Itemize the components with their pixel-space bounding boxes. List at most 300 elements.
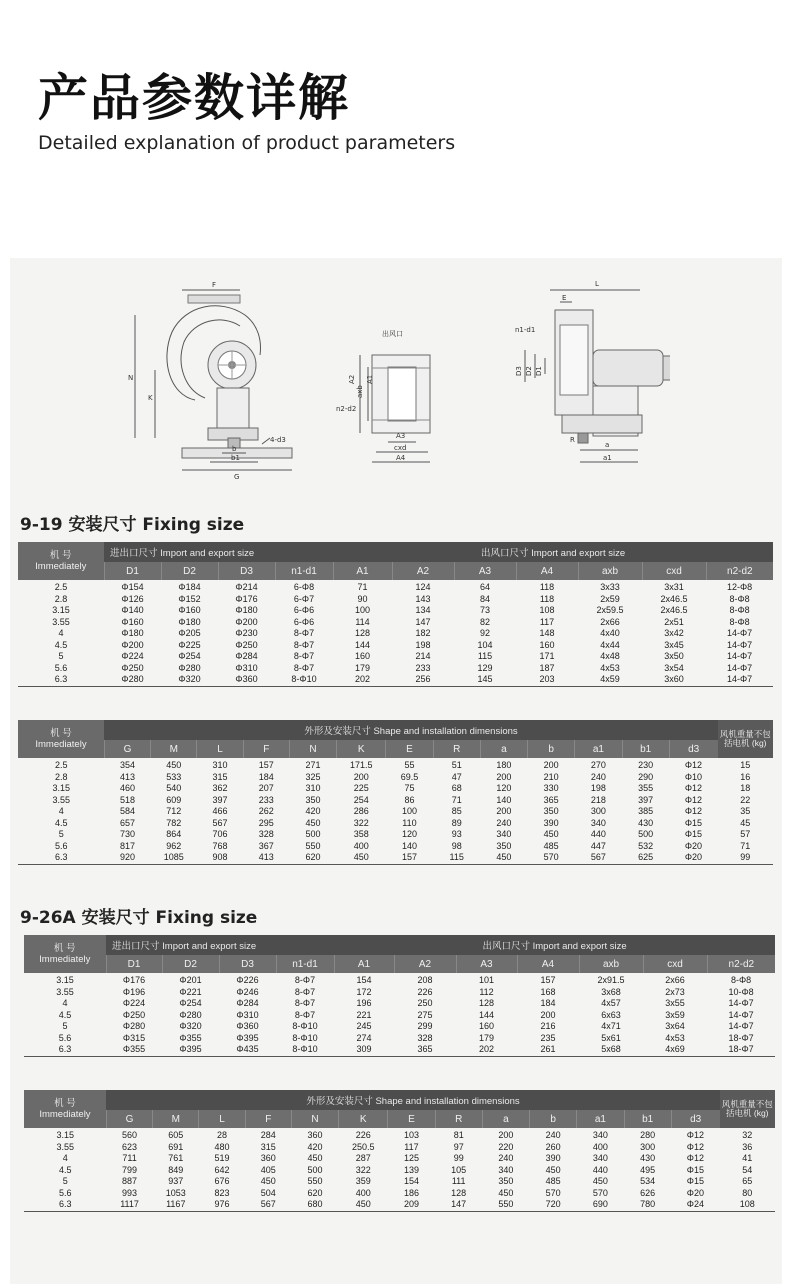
table-cell: 120	[401, 829, 417, 839]
table-cell: 64	[480, 582, 491, 592]
section-title-9-19: 9-19 安装尺寸 Fixing size	[20, 515, 245, 535]
table-cell: 519	[214, 1153, 230, 1163]
table-cell: 780	[624, 1199, 671, 1211]
page-subtitle: Detailed explanation of product parameters	[38, 132, 456, 154]
table-row	[18, 663, 773, 675]
table-cell: 849	[168, 1164, 184, 1175]
table-cell: 355	[638, 783, 654, 793]
table-cell: 5x61	[601, 1032, 621, 1043]
table-cell: 110	[402, 817, 417, 828]
column-header: E	[386, 740, 433, 758]
table-cell: 187	[539, 662, 555, 673]
table-cell: 8-Φ7	[294, 1009, 316, 1020]
table-cell: 340	[592, 1130, 608, 1140]
column-header: d3	[669, 740, 717, 758]
column-header: D3	[218, 562, 275, 580]
table-cell: 362	[212, 783, 228, 793]
table-cell: 3x59	[665, 1009, 685, 1020]
table-cell: 450	[480, 852, 527, 864]
table-cell: 8-Φ10	[276, 1044, 334, 1056]
column-header: F	[245, 1110, 291, 1128]
table-cell: 567	[245, 1199, 291, 1211]
table-cell: 144	[479, 1009, 495, 1020]
table-cell: 18-Φ7	[707, 1044, 775, 1056]
table-cell: Φ435	[219, 1044, 276, 1056]
table-cell: 160	[479, 1021, 495, 1031]
table-cell: 168	[540, 986, 556, 997]
table-cell: 32	[742, 1130, 753, 1140]
table-cell: 51	[451, 760, 462, 770]
table-cell: 761	[168, 1153, 184, 1163]
table-cell: 250.5	[351, 1141, 375, 1152]
table-row	[24, 1176, 775, 1188]
table-cell: 367	[258, 840, 274, 851]
table-cell: 365	[543, 794, 559, 805]
table-cell: 14-Φ7	[728, 998, 754, 1008]
label-outlet: 出风口	[382, 330, 403, 338]
column-header: b	[530, 1110, 577, 1128]
table-cell: Φ126	[121, 593, 144, 604]
machine-number-cell: 6.3	[18, 674, 104, 686]
table-cell: 485	[545, 1176, 561, 1186]
table-cell: 270	[590, 760, 606, 770]
table-cell: 100	[355, 605, 371, 615]
table-cell: 360	[260, 1153, 276, 1163]
table-cell: 295	[258, 817, 274, 828]
table-cell: 86	[404, 794, 415, 805]
table-cell: 98	[451, 840, 462, 851]
table-cell: 111	[451, 1176, 466, 1186]
table-cell: 450	[545, 1164, 561, 1175]
table-cell: 18	[740, 783, 751, 793]
table-cell: 36	[742, 1141, 753, 1152]
label-A2: A2	[348, 374, 356, 384]
column-header: F	[243, 740, 289, 758]
table-cell: Φ154	[121, 582, 144, 592]
machine-number-cell: 4.5	[54, 817, 68, 828]
table-cell: Φ15	[684, 829, 703, 839]
table-cell: 71	[740, 840, 751, 851]
table-cell: 235	[540, 1032, 556, 1043]
table-cell: 280	[640, 1130, 656, 1140]
table-row	[24, 973, 775, 987]
table-cell: Φ395	[162, 1044, 219, 1056]
table-cell: 450	[307, 1153, 323, 1163]
table-cell: 440	[590, 829, 606, 839]
table-cell: 405	[260, 1164, 276, 1175]
table-cell: 3x45	[664, 639, 684, 650]
table-cell: 584	[120, 806, 136, 816]
table-cell: 69.5	[400, 771, 419, 782]
column-header: E	[388, 1110, 435, 1128]
table-cell: 8-Φ7	[294, 998, 316, 1008]
machine-number-cell: 2.8	[54, 593, 68, 604]
table-cell: 202	[456, 1044, 517, 1056]
table-cell: 500	[307, 1164, 323, 1175]
table-cell: 4x40	[600, 628, 620, 638]
table-cell: 75	[404, 783, 415, 793]
table-cell: 101	[479, 975, 495, 985]
table-cell: 275	[417, 1009, 433, 1020]
table-cell: 10-Φ8	[728, 986, 754, 997]
machine-number-cell: 4	[58, 628, 64, 638]
table-cell: 533	[166, 771, 182, 782]
table-cell: 500	[638, 829, 654, 839]
table-cell: 68	[451, 783, 462, 793]
table-cell: 214	[415, 651, 431, 661]
table-cell: 3x54	[664, 662, 684, 673]
label-4-d3: 4-d3	[270, 436, 286, 444]
table-cell: 271	[305, 760, 321, 770]
table-cell: 430	[640, 1153, 656, 1163]
machine-number-cell: 2.8	[54, 771, 68, 782]
table-cell: 570	[592, 1187, 608, 1198]
column-header-row	[18, 562, 773, 580]
table-cell: 200	[498, 1130, 514, 1140]
table-cell: 310	[305, 783, 321, 793]
table-cell: 625	[622, 852, 669, 864]
page-title: 产品参数详解	[38, 69, 350, 127]
machine-number-cell: 4	[62, 998, 68, 1008]
table-cell: Φ180	[235, 605, 258, 615]
table-cell: 620	[307, 1187, 323, 1198]
table-cell: 117	[539, 616, 555, 627]
shape-group-header: 外形及安装尺寸 Shape and installation dimensions	[106, 1090, 719, 1110]
table-cell: 216	[540, 1021, 556, 1031]
column-header-row	[18, 740, 773, 758]
table-cell: 360	[307, 1130, 323, 1140]
table-row	[18, 795, 773, 807]
column-header: M	[153, 1110, 199, 1128]
table-row	[24, 1021, 775, 1033]
table-cell: 18-Φ7	[728, 1032, 754, 1043]
machine-number-header: 机 号 Immediately	[18, 542, 104, 580]
table-cell: 154	[356, 975, 372, 985]
label-A3: A3	[396, 432, 406, 440]
table-cell: 202	[333, 674, 392, 686]
table-cell: 233	[258, 794, 274, 805]
column-header: N	[291, 1110, 338, 1128]
table-cell: 680	[291, 1199, 338, 1211]
table-cell: 240	[496, 817, 512, 828]
table-cell: 534	[640, 1176, 656, 1186]
table-cell: 5x68	[579, 1044, 643, 1056]
table-cell: 114	[355, 616, 370, 627]
table-cell: 14-Φ7	[728, 1021, 754, 1031]
table-cell: 240	[590, 771, 606, 782]
table-cell: 4x44	[600, 639, 620, 650]
table-cell: 198	[415, 639, 431, 650]
table-cell: Φ200	[121, 639, 144, 650]
table-cell: 124	[415, 582, 431, 592]
table-cell: 2x59	[600, 593, 620, 604]
table-cell: 657	[120, 817, 136, 828]
table-cell: 322	[355, 1164, 371, 1175]
table-cell: 570	[545, 1187, 561, 1198]
table-cell: 4x53	[665, 1032, 685, 1043]
table-row	[24, 1188, 775, 1200]
table-cell: 8-Φ7	[293, 651, 315, 661]
table-cell: 203	[516, 674, 578, 686]
table-cell: Φ20	[669, 852, 717, 864]
table-cell: Φ12	[686, 1130, 704, 1140]
table-cell: 430	[638, 817, 654, 828]
table-cell: 623	[122, 1141, 138, 1152]
table-cell: 711	[122, 1153, 137, 1163]
table-cell: Φ12	[686, 1153, 704, 1163]
table-cell: Φ280	[104, 674, 161, 686]
table-cell: 71	[451, 794, 462, 805]
table-cell: 4x53	[600, 662, 620, 673]
table-cell: 485	[543, 840, 559, 851]
table-cell: 16	[740, 771, 751, 782]
table-cell: 171.5	[349, 760, 373, 770]
table-cell: Φ12	[686, 1141, 704, 1152]
spec-table-9-19-shape-installation	[18, 720, 773, 865]
table-cell: Φ246	[236, 986, 259, 997]
table-cell: 2x46.5	[660, 593, 688, 604]
table-cell: 8-Φ7	[294, 986, 316, 997]
table-cell: 147	[435, 1199, 482, 1211]
table-cell: 15	[740, 760, 751, 770]
table-cell: 14-Φ7	[726, 662, 753, 673]
table-cell: 80	[742, 1187, 753, 1198]
table-cell: 12-Φ8	[726, 582, 753, 592]
table-cell: 8-Φ8	[729, 616, 750, 627]
table-cell: 309	[334, 1044, 394, 1056]
table-cell: 226	[417, 986, 433, 997]
table-cell: 299	[417, 1021, 433, 1031]
table-cell: 35	[740, 806, 751, 816]
table-cell: Φ225	[178, 639, 201, 650]
machine-number-cell: 3.55	[56, 986, 74, 997]
column-header: a	[482, 1110, 529, 1128]
table-cell: 4x71	[601, 1021, 621, 1031]
table-cell: 440	[592, 1164, 608, 1175]
column-header: D2	[161, 562, 218, 580]
table-cell: 240	[545, 1130, 561, 1140]
column-header: N	[289, 740, 336, 758]
column-header: D3	[219, 955, 276, 973]
table-cell: 1117	[106, 1199, 152, 1211]
table-cell: 390	[543, 817, 559, 828]
table-cell: 172	[356, 986, 372, 997]
spec-table-9-26a-import-export	[24, 935, 775, 1057]
table-cell: 118	[539, 593, 555, 604]
table-cell: Φ200	[235, 616, 258, 627]
machine-number-cell: 4.5	[54, 639, 68, 650]
table-cell: 450	[543, 829, 559, 839]
table-cell: 210	[543, 771, 559, 782]
table-cell: 4x59	[578, 674, 642, 686]
table-row	[18, 674, 773, 686]
table-cell: 328	[417, 1032, 433, 1043]
table-cell: 397	[638, 794, 654, 805]
table-cell: 8-Φ10	[275, 674, 333, 686]
table-row	[24, 1142, 775, 1154]
table-row	[24, 1165, 775, 1177]
table-cell: 129	[477, 662, 493, 673]
column-header: b1	[624, 1110, 671, 1128]
column-header: a1	[577, 1110, 624, 1128]
machine-number-cell: 4.5	[58, 1009, 72, 1020]
table-row	[24, 998, 775, 1010]
table-row	[18, 783, 773, 795]
table-cell: 385	[638, 806, 654, 816]
table-cell: 993	[122, 1187, 138, 1198]
machine-number-cell: 6.3	[18, 852, 104, 864]
column-header: D1	[104, 562, 161, 580]
table-cell: 6x63	[601, 1009, 621, 1020]
table-cell: Φ250	[121, 662, 144, 673]
machine-number-cell: 5.6	[54, 840, 68, 851]
column-header: L	[199, 1110, 245, 1128]
column-header: cxd	[643, 955, 707, 973]
table-cell: Φ24	[671, 1199, 719, 1211]
machine-number-cell: 3.55	[56, 1141, 74, 1152]
column-header: A4	[517, 955, 579, 973]
table-cell: 81	[453, 1130, 464, 1140]
table-cell: 358	[353, 829, 369, 839]
table-cell: 3x60	[642, 674, 706, 686]
table-cell: Φ12	[684, 806, 703, 816]
table-cell: Φ250	[235, 639, 258, 650]
machine-number-cell: 2.5	[54, 582, 68, 592]
table-cell: 450	[305, 817, 321, 828]
table-cell: 450	[592, 1176, 608, 1186]
table-cell: 8-Φ10	[292, 1021, 318, 1031]
table-cell: Φ12	[684, 760, 703, 770]
table-cell: 45	[740, 817, 751, 828]
table-cell: 184	[540, 998, 556, 1008]
table-cell: 41	[742, 1153, 753, 1163]
table-row	[18, 841, 773, 853]
table-cell: 690	[577, 1199, 624, 1211]
table-cell: 90	[357, 593, 368, 604]
column-header: M	[151, 740, 197, 758]
machine-number-cell: 5	[62, 1176, 68, 1186]
table-cell: 706	[212, 829, 228, 839]
table-cell: Φ201	[179, 975, 202, 985]
outlet-group-header: 出风口尺寸 Import and export size	[333, 542, 773, 562]
table-cell: 186	[403, 1187, 419, 1198]
front-view-drawing	[135, 290, 292, 470]
table-cell: 887	[122, 1176, 138, 1186]
table-cell: 179	[355, 662, 371, 673]
column-header: b	[528, 740, 575, 758]
table-cell: 2x73	[665, 986, 685, 997]
table-cell: 570	[528, 852, 575, 864]
label-F: F	[212, 281, 217, 289]
table-cell: 157	[540, 975, 556, 985]
table-cell: 3x50	[664, 651, 684, 661]
table-cell: 120	[496, 783, 512, 793]
table-cell: 92	[480, 628, 491, 638]
label-R: R	[570, 436, 575, 444]
table-cell: 817	[120, 840, 136, 851]
column-header: A2	[394, 955, 456, 973]
table-cell: 504	[260, 1187, 276, 1198]
table-cell: 300	[590, 806, 606, 816]
column-header: R	[433, 740, 480, 758]
table-cell: 605	[168, 1130, 184, 1140]
table-cell: 3x64	[665, 1021, 685, 1031]
table-cell: Φ226	[236, 975, 259, 985]
column-header: n2-d2	[706, 562, 773, 580]
table-cell: Φ254	[179, 998, 202, 1008]
table-cell: 139	[403, 1164, 419, 1175]
table-cell: 8-Φ8	[729, 605, 750, 615]
table-cell: Φ310	[235, 662, 258, 673]
label-axb: axb	[356, 385, 364, 398]
table-cell: 55	[404, 760, 415, 770]
table-cell: 3x33	[600, 582, 620, 592]
table-row	[18, 772, 773, 784]
table-cell: 200	[540, 1009, 556, 1020]
table-cell: 450	[166, 760, 182, 770]
table-row	[24, 1033, 775, 1045]
column-header: d3	[671, 1110, 719, 1128]
table-cell: 480	[214, 1141, 230, 1152]
table-cell: 450	[498, 1187, 514, 1198]
table-cell: Φ160	[121, 616, 144, 627]
table-row	[18, 758, 773, 772]
spec-table-9-19-import-export	[18, 542, 773, 687]
column-header: D1	[106, 955, 162, 973]
table-row	[18, 580, 773, 594]
table-cell: Φ280	[122, 1021, 146, 1031]
table-cell: 209	[388, 1199, 435, 1211]
table-row	[18, 818, 773, 830]
table-cell: 290	[638, 771, 654, 782]
spec-table-9-26a-shape-installation	[24, 1090, 775, 1212]
machine-number-cell: 6.3	[24, 1044, 106, 1056]
machine-number-cell: 2.5	[54, 760, 68, 770]
table-cell: 125	[403, 1153, 419, 1163]
side-view-drawing	[525, 290, 670, 462]
table-cell: 198	[590, 783, 606, 793]
table-cell: 350	[498, 1176, 514, 1186]
table-cell: 365	[394, 1044, 456, 1056]
column-header: axb	[578, 562, 642, 580]
table-cell: 400	[592, 1141, 608, 1152]
table-cell: Φ224	[122, 998, 146, 1008]
table-cell: 118	[539, 582, 555, 592]
table-cell: Φ280	[178, 662, 201, 673]
machine-number-cell: 3.15	[52, 605, 70, 615]
table-cell: 71	[357, 582, 368, 592]
label-D1: D1	[535, 366, 543, 376]
table-cell: Φ280	[179, 1009, 202, 1020]
table-cell: 4x57	[601, 998, 621, 1008]
table-cell: 2x91.5	[597, 975, 625, 985]
machine-number-cell: 5.6	[58, 1187, 72, 1198]
table-cell: Φ180	[178, 616, 201, 627]
table-cell: 413	[120, 771, 136, 782]
table-cell: 330	[543, 783, 559, 793]
table-cell: 154	[403, 1176, 419, 1186]
table-cell: 328	[258, 829, 274, 839]
table-cell: Φ221	[179, 986, 202, 997]
column-header: R	[435, 1110, 482, 1128]
table-row	[18, 628, 773, 640]
section-title-9-26a: 9-26A 安装尺寸 Fixing size	[20, 908, 258, 928]
fan-technical-drawings	[110, 270, 670, 485]
table-cell: 112	[479, 986, 494, 997]
table-cell: 691	[168, 1141, 184, 1152]
column-header: K	[339, 1110, 388, 1128]
column-header: G	[106, 1110, 152, 1128]
